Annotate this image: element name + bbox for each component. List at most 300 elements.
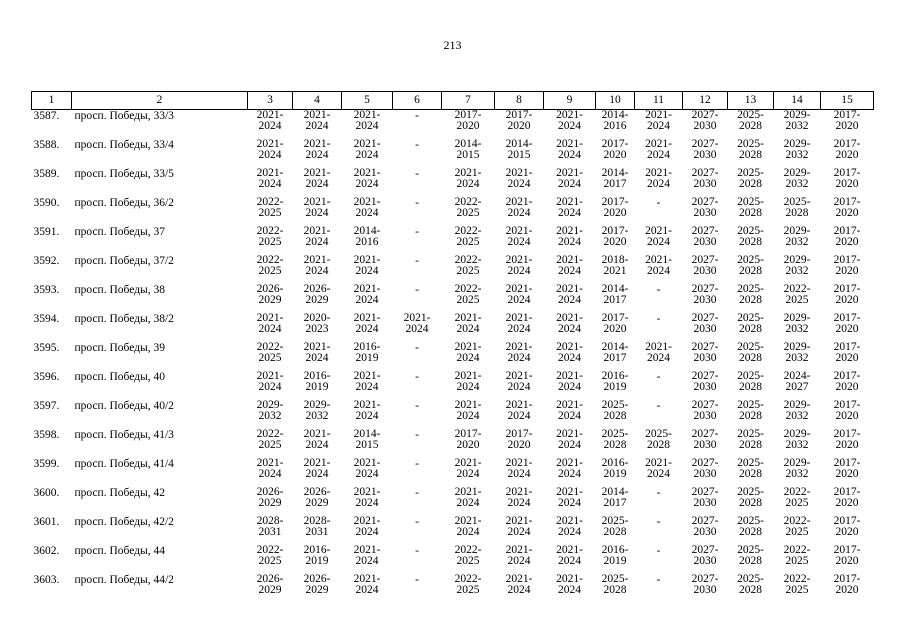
period-cell-c10 [596,487,635,516]
period-cell-c11 [635,458,683,487]
period-cell-c15 [821,429,874,458]
period-start: 2021- [556,196,583,208]
period-start: 2026- [303,573,331,585]
period-cell-c6 [393,197,442,226]
period-start: 2021- [256,138,284,150]
period-end: 2024 [558,438,581,451]
period-end: 2024 [456,467,480,480]
period-start: 2029- [783,312,811,324]
period-start: - [656,313,661,325]
period-start: 2021- [505,196,533,208]
period-cell-c12 [683,197,728,226]
period-start: 2025- [737,138,764,150]
period-cell-c13 [728,458,774,487]
period-end: 2024 [355,496,379,509]
period-end: 2024 [305,148,329,161]
period-cell-c9 [544,139,596,168]
period-end: 2016 [603,119,627,132]
period-end: 2024 [305,177,329,190]
period-start: 2025- [737,312,764,324]
period-cell-c13 [728,400,774,429]
period-end: 2024 [355,293,379,306]
period-start: 2017- [833,428,861,440]
period-cell-c10 [596,545,635,574]
period-cell-c12 [683,574,728,603]
period-start: - [415,255,419,267]
period-cell-c9 [544,284,596,313]
period-end: 2029 [258,583,282,596]
period-end: 2020 [456,119,480,132]
period-start: 2017- [833,457,861,469]
period-cell-c12 [683,168,728,197]
period-start: 2016- [303,544,331,556]
period-cell-c4 [293,487,342,516]
address-cell: просп. Победы, 38 [74,284,165,296]
period-end: 2030 [693,148,717,161]
period-cell-c14 [774,371,821,400]
period-start: 2014- [601,283,629,295]
period-cell-c12 [683,487,728,516]
period-end: 2024 [507,496,531,509]
period-end: 2024 [258,380,282,393]
period-start: 2021- [505,399,533,411]
header-cell: 5 [342,92,393,110]
period-cell-c5 [342,458,393,487]
period-end: 2020 [456,438,480,451]
period-end: 2028 [647,438,670,451]
period-cell-c9 [544,487,596,516]
header-cell: 9 [544,92,596,110]
period-start: 2021- [256,457,284,469]
period-cell-c8 [495,313,544,342]
period-start: 2021- [556,370,583,382]
period-end: 2028 [739,409,762,422]
period-end: 2020 [507,119,531,132]
period-start: 2022- [783,486,811,498]
period-end: 2028 [739,148,762,161]
period-end: 2020 [835,293,859,306]
period-start: 2021- [505,573,533,585]
period-end: 2024 [355,525,379,538]
period-cell-c8 [495,400,544,429]
address-cell: просп. Победы, 33/5 [74,168,174,180]
period-end: 2028 [603,438,627,451]
period-cell-c10 [596,226,635,255]
period-start: - [415,545,419,557]
period-start: 2017- [833,370,861,382]
period-start: - [656,197,661,209]
period-cell-c3 [248,458,293,487]
period-cell-c13 [728,487,774,516]
period-cell-c15 [821,342,874,371]
period-end: 2020 [835,438,859,451]
row-number: 3596. [33,371,60,383]
period-cell-c11 [635,487,683,516]
period-cell-c7 [442,574,495,603]
period-end: 2024 [558,525,581,538]
period-start: - [415,110,419,122]
period-cell-c7 [442,400,495,429]
period-start: 2017- [505,428,533,440]
period-start: 2017- [833,283,861,295]
period-start: 2014- [454,138,482,150]
period-cell-c13 [728,255,774,284]
period-end: 2015 [456,148,480,161]
address-cell: просп. Победы, 41/3 [74,429,174,441]
period-start: - [656,371,661,383]
period-start: 2021- [645,138,672,150]
period-cell-c14 [774,458,821,487]
period-start: 2021- [454,399,482,411]
period-start: 2021- [454,312,482,324]
period-start: - [415,371,419,383]
row-number: 3591. [33,226,60,238]
period-cell-c4 [293,458,342,487]
period-start: 2025- [737,341,764,353]
period-end: 2028 [739,264,762,277]
period-cell-c11 [635,400,683,429]
table-row [32,429,874,458]
period-end: 2024 [558,177,581,190]
table-row [32,255,874,284]
table-row [32,284,874,313]
period-end: 2029 [258,496,282,509]
period-start: 2021- [505,544,533,556]
period-end: 2025 [258,351,282,364]
period-cell-c12 [683,255,728,284]
period-end: 2024 [258,119,282,132]
period-end: 2025 [785,525,809,538]
row-number: 3601. [33,516,60,528]
period-cell-c8 [495,487,544,516]
period-end: 2025 [258,554,282,567]
period-end: 2024 [507,525,531,538]
period-cell-c3 [248,110,293,140]
period-end: 2032 [785,148,809,161]
period-end: 2024 [355,264,379,277]
period-start: 2017- [833,573,861,585]
period-start: 2029- [783,341,811,353]
period-end: 2024 [405,322,429,335]
period-end: 2030 [693,206,717,219]
period-cell-c5 [342,429,393,458]
period-cell-c15 [821,371,874,400]
period-start: 2027- [691,109,719,121]
period-start: 2017- [833,312,861,324]
period-end: 2031 [305,525,329,538]
period-end: 2028 [603,583,627,596]
period-end: 2024 [305,467,329,480]
period-cell-c4 [293,342,342,371]
period-cell-c7 [442,197,495,226]
period-start: 2017- [833,341,861,353]
period-end: 2028 [739,177,762,190]
address-cell: просп. Победы, 40/2 [74,400,174,412]
table-row [32,516,874,545]
period-end: 2020 [835,235,859,248]
period-start: 2021- [454,341,482,353]
period-cell-c5 [342,313,393,342]
period-start: - [415,487,419,499]
period-end: 2024 [355,206,379,219]
period-start: - [656,400,661,412]
period-start: 2021- [505,457,533,469]
period-cell-c4 [293,139,342,168]
period-cell-c11 [635,284,683,313]
period-cell-c15 [821,487,874,516]
period-start: 2021- [353,486,381,498]
period-end: 2024 [305,351,329,364]
period-cell-c9 [544,429,596,458]
period-cell-c9 [544,342,596,371]
period-end: 2024 [305,206,329,219]
period-cell-c4 [293,371,342,400]
period-start: 2027- [691,341,719,353]
period-end: 2024 [507,264,531,277]
period-start: 2027- [691,399,719,411]
address-cell: просп. Победы, 33/4 [74,139,174,151]
period-start: 2021- [556,225,583,237]
period-cell-c7 [442,284,495,313]
period-cell-c11 [635,110,683,140]
period-start: 2017- [833,138,861,150]
period-end: 2015 [507,148,531,161]
period-end: 2024 [456,525,480,538]
period-start: - [415,400,419,412]
period-start: - [415,574,419,586]
period-end: 2030 [693,235,717,248]
period-end: 2017 [603,293,627,306]
period-cell-c9 [544,400,596,429]
row-number: 3600. [33,487,60,499]
row-number: 3588. [33,139,60,151]
period-end: 2020 [603,322,627,335]
period-end: 2024 [355,554,379,567]
period-end: 2019 [603,380,627,393]
period-start: 2021- [556,312,583,324]
header-cell: 10 [596,92,635,110]
period-end: 2020 [835,322,859,335]
period-start: 2021- [403,312,431,324]
period-end: 2020 [835,380,859,393]
period-cell-c4 [293,545,342,574]
period-end: 2024 [558,583,581,596]
period-cell-c11 [635,313,683,342]
period-start: 2029- [783,457,811,469]
period-cell-c12 [683,313,728,342]
period-cell-c15 [821,313,874,342]
period-start: 2017- [833,109,861,121]
period-cell-c14 [774,255,821,284]
period-end: 2019 [603,467,627,480]
row-number: 3595. [33,342,60,354]
period-cell-c8 [495,197,544,226]
period-end: 2024 [558,148,581,161]
period-cell-c7 [442,342,495,371]
table-row [32,139,874,168]
table-row [32,574,874,603]
period-end: 2030 [693,351,717,364]
table-row [32,342,874,371]
period-start: 2021- [353,283,381,295]
period-end: 2025 [258,235,282,248]
period-end: 2024 [647,467,670,480]
period-end: 2028 [739,525,762,538]
period-end: 2028 [739,293,762,306]
period-start: 2021- [353,109,381,121]
period-start: 2022- [783,544,811,556]
schedule-table [31,91,874,603]
period-start: 2022- [256,225,284,237]
period-end: 2024 [355,177,379,190]
period-cell-c13 [728,226,774,255]
period-cell-c14 [774,429,821,458]
period-end: 2021 [603,264,627,277]
period-start: 2018- [601,254,629,266]
period-cell-c5 [342,197,393,226]
row-number: 3602. [33,545,60,557]
table-row [32,110,874,140]
period-cell-c10 [596,429,635,458]
table-row [32,400,874,429]
period-end: 2029 [305,496,329,509]
header-cell: 1 [32,92,72,110]
period-start: 2025- [601,515,629,527]
period-end: 2030 [693,264,717,277]
period-cell-c4 [293,168,342,197]
period-end: 2020 [835,264,859,277]
period-start: 2025- [737,283,764,295]
period-cell-c9 [544,168,596,197]
period-cell-c11 [635,516,683,545]
period-end: 2024 [647,351,670,364]
period-end: 2024 [507,554,531,567]
period-cell-c3 [248,255,293,284]
row-number: 3594. [33,313,60,325]
period-cell-c10 [596,139,635,168]
period-cell-c5 [342,516,393,545]
period-start: 2017- [505,109,533,121]
period-cell-c3 [248,139,293,168]
period-start: 2026- [256,283,284,295]
period-end: 2030 [693,438,717,451]
period-start: 2028- [303,515,331,527]
address-cell: просп. Победы, 33/3 [74,110,174,122]
period-start: 2021- [303,225,331,237]
period-start: 2027- [691,225,719,237]
header-cell: 13 [728,92,774,110]
header-cell: 12 [683,92,728,110]
period-start: 2021- [556,428,583,440]
period-end: 2017 [603,177,627,190]
period-start: 2017- [601,196,629,208]
period-cell-c11 [635,226,683,255]
period-end: 2024 [305,264,329,277]
period-start: 2027- [691,138,719,150]
period-start: 2021- [645,225,672,237]
period-cell-c15 [821,197,874,226]
period-end: 2025 [258,206,282,219]
period-start: 2021- [256,370,284,382]
period-cell-c8 [495,516,544,545]
table-row [32,168,874,197]
period-cell-c13 [728,371,774,400]
period-start: 2029- [783,109,811,121]
period-start: 2021- [556,515,583,527]
period-start: 2021- [556,254,583,266]
period-cell-c6 [393,139,442,168]
period-cell-c15 [821,545,874,574]
address-cell: просп. Победы, 42 [74,487,165,499]
period-start: 2021- [454,515,482,527]
page-number: 213 [443,38,462,52]
period-end: 2024 [305,235,329,248]
period-cell-c11 [635,255,683,284]
period-start: 2017- [833,544,861,556]
period-end: 2025 [456,583,480,596]
period-end: 2024 [258,467,282,480]
period-start: 2021- [556,573,583,585]
period-end: 2020 [603,148,627,161]
period-start: 2021- [303,254,331,266]
period-end: 2025 [456,264,480,277]
period-cell-c15 [821,139,874,168]
period-start: 2014- [601,109,629,121]
period-start: 2014- [505,138,533,150]
period-start: 2014- [601,341,629,353]
period-end: 2024 [507,235,531,248]
period-start: 2017- [833,399,861,411]
period-start: 2025- [645,428,672,440]
period-start: 2022- [454,254,482,266]
period-start: - [415,342,419,354]
period-start: 2022- [454,283,482,295]
period-end: 2024 [558,235,581,248]
period-cell-c3 [248,400,293,429]
period-cell-c3 [248,516,293,545]
header-cell: 8 [495,92,544,110]
period-cell-c10 [596,342,635,371]
period-cell-c14 [774,342,821,371]
period-start: 2016- [303,370,331,382]
period-end: 2032 [785,351,809,364]
period-end: 2028 [739,206,762,219]
period-end: 2032 [305,409,329,422]
period-start: 2025- [737,515,764,527]
period-cell-c8 [495,139,544,168]
period-start: 2022- [783,573,811,585]
period-start: 2021- [556,399,583,411]
period-start: 2016- [601,370,629,382]
period-start: 2025- [737,225,764,237]
period-cell-c14 [774,545,821,574]
period-cell-c8 [495,255,544,284]
period-end: 2032 [785,322,809,335]
period-start: 2028- [256,515,284,527]
period-start: - [415,226,419,238]
period-start: 2027- [691,167,719,179]
period-start: 2021- [505,254,533,266]
period-start: 2017- [833,254,861,266]
period-cell-c3 [248,371,293,400]
period-start: 2022- [454,196,482,208]
period-cell-c12 [683,371,728,400]
period-start: - [415,168,419,180]
period-end: 2024 [456,496,480,509]
period-start: 2021- [353,138,381,150]
period-start: 2021- [505,225,533,237]
header-cell: 7 [442,92,495,110]
